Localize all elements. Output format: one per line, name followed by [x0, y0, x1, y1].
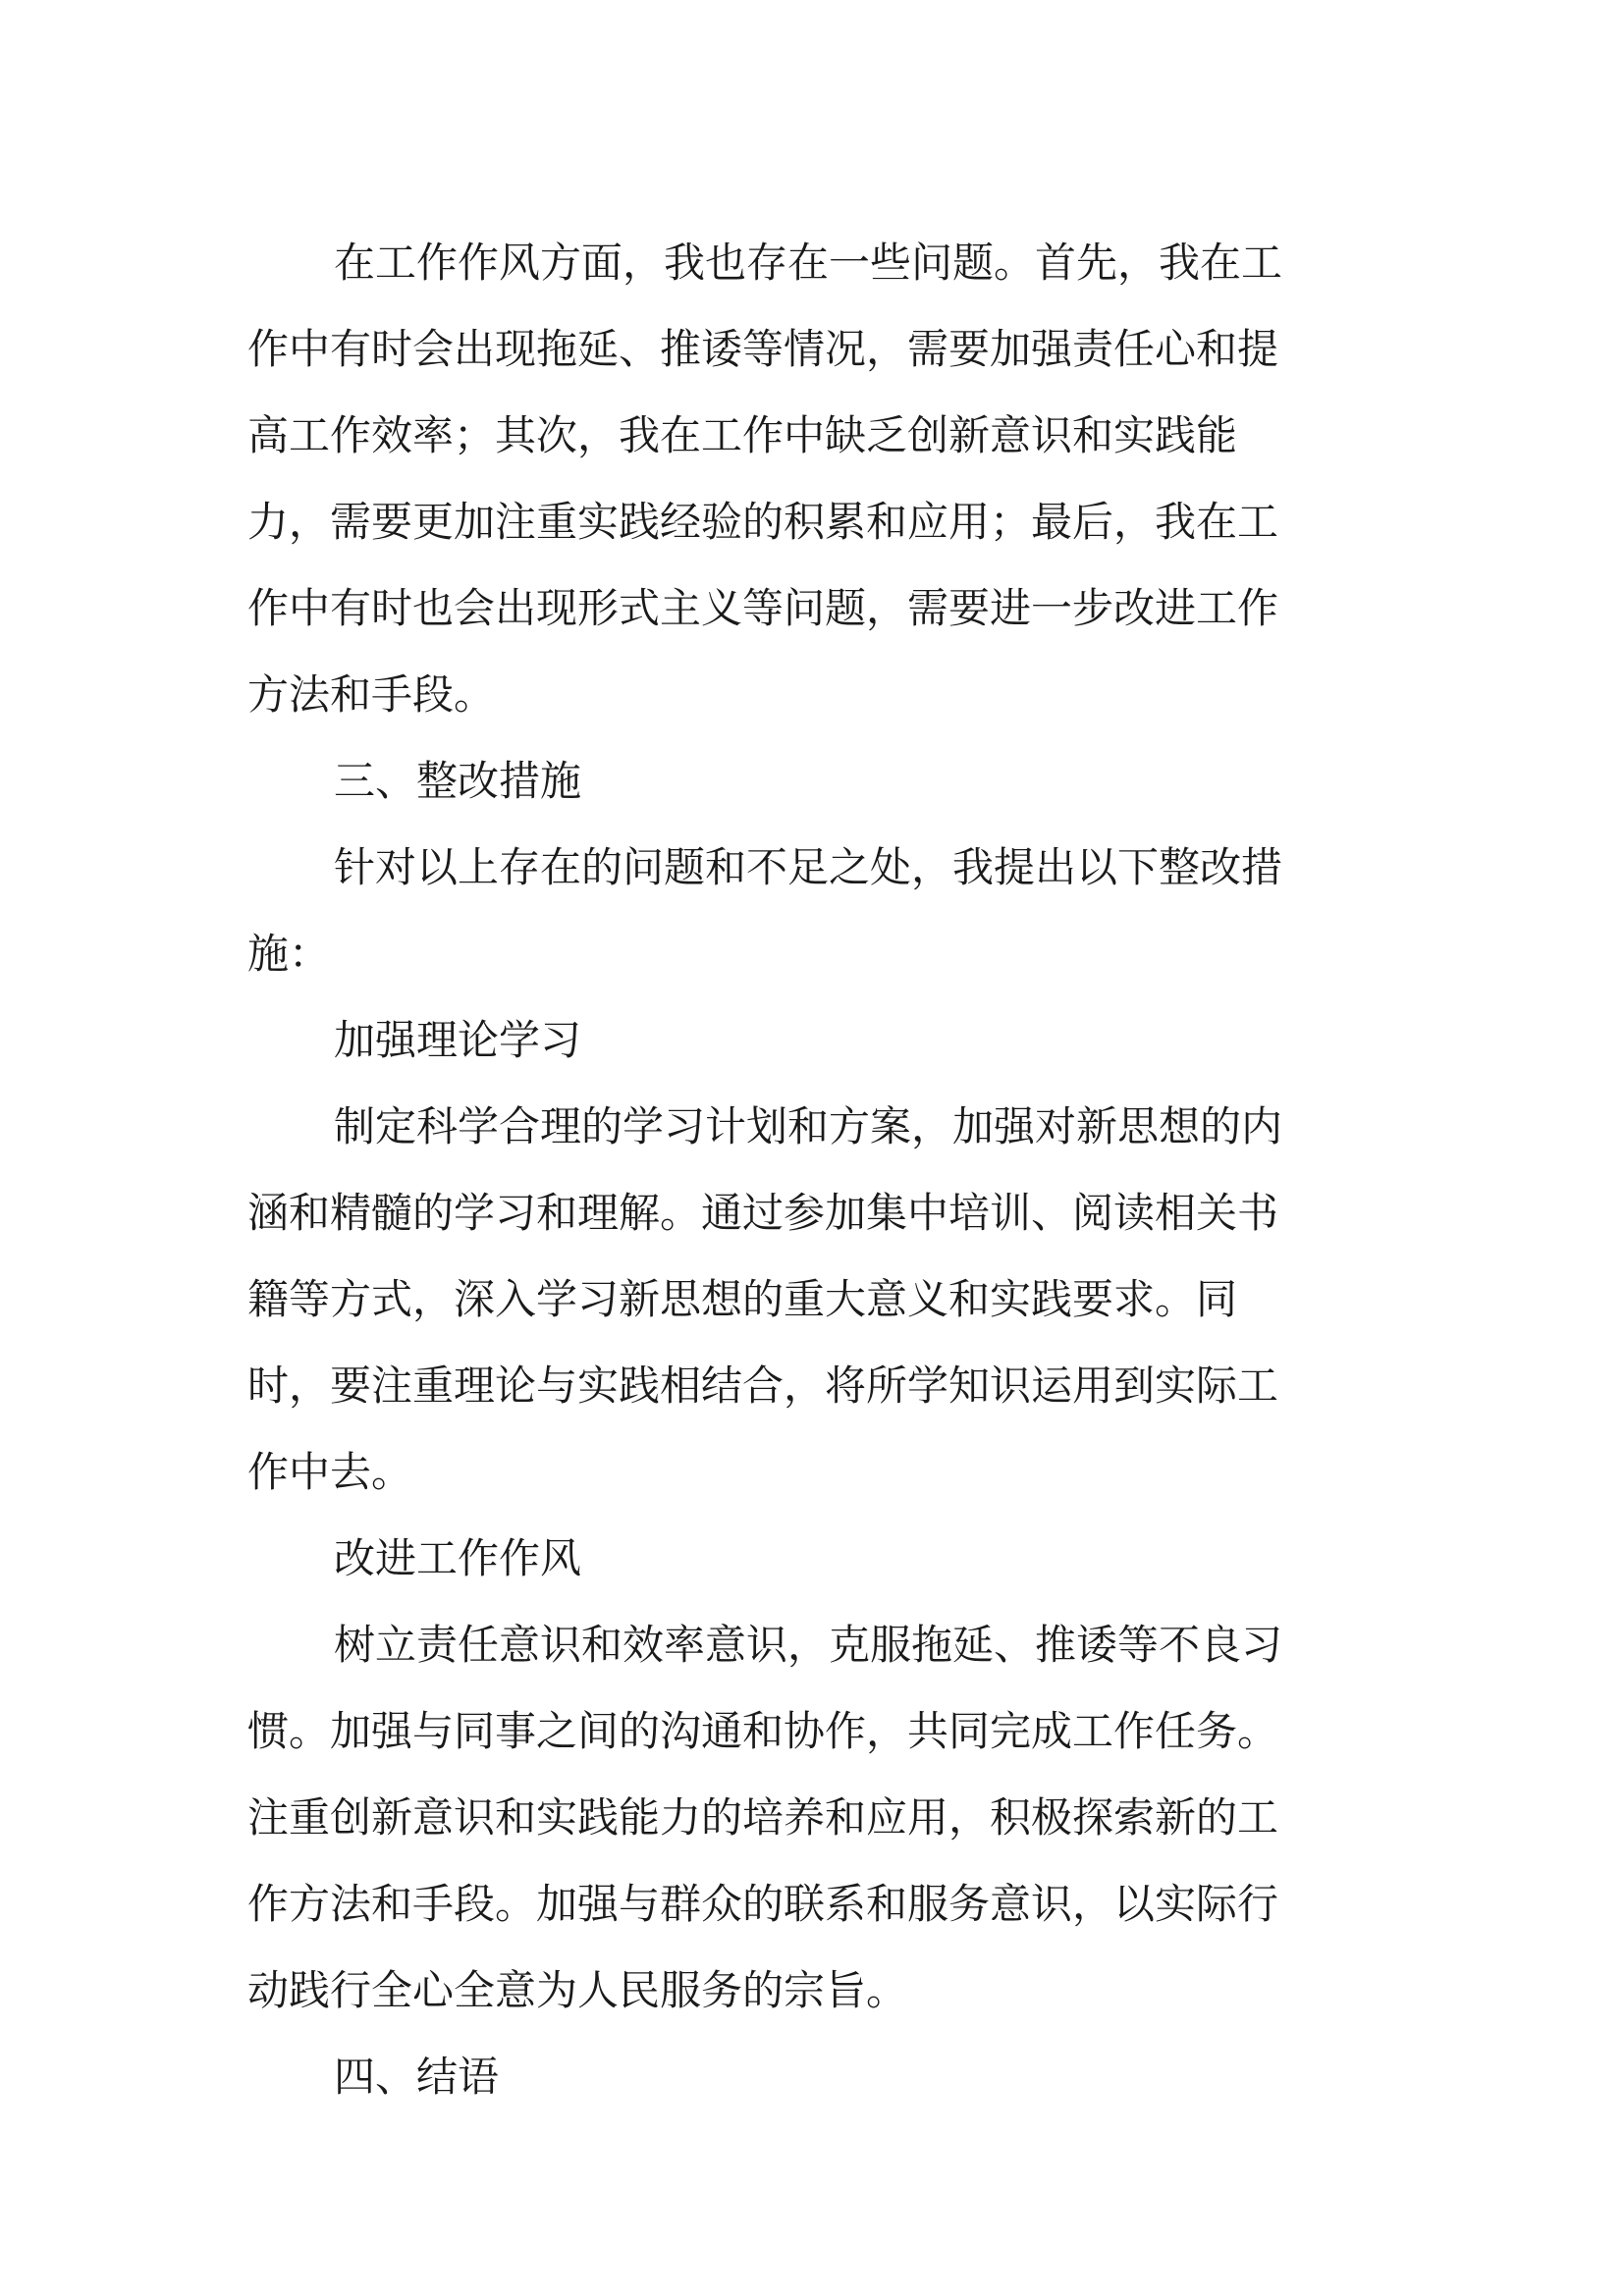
text-line: 力，需要更加注重实践经验的积累和应用；最后，我在工: [247, 498, 1279, 546]
subheading-improve-work-style: [247, 1516, 1347, 1602]
text-line: 树立责任意识和效率意识，克服拖延、推诿等不良习: [334, 1621, 1283, 1669]
text-line: 籍等方式，深入学习新思想的重大意义和实践要求。同: [247, 1275, 1238, 1323]
text-line: 作方法和手段。加强与群众的联系和服务意识，以实际行: [247, 1880, 1279, 1928]
text-line: 施：: [247, 930, 331, 978]
text-line: 时，要注重理论与实践相结合，将所学知识运用到实际工: [247, 1362, 1279, 1410]
paragraph-work-style-issues: [247, 220, 1347, 738]
subheading-strengthen-theory: [247, 997, 1347, 1084]
text-line: 涵和精髓的学习和理解。通过参加集中培训、阅读相关书: [247, 1189, 1279, 1237]
paragraph-work-style-measures: [247, 1602, 1347, 2034]
section-heading-conclusion: [247, 2034, 1347, 2120]
text-line: 在工作作风方面，我也存在一些问题。首先，我在工: [334, 239, 1283, 287]
heading-text: 四、结语: [334, 2053, 500, 2101]
text-line: 制定科学合理的学习计划和方案，加强对新思想的内: [334, 1102, 1283, 1150]
section-heading-rectification: [247, 738, 1347, 825]
text-line: 注重创新意识和实践能力的培养和应用，积极探索新的工: [247, 1793, 1279, 1842]
text-line: 高工作效率；其次，我在工作中缺乏创新意识和实践能: [247, 411, 1238, 459]
text-line: 作中有时会出现拖延、推诿等情况，需要加强责任心和提: [247, 325, 1279, 373]
text-line: 作中去。: [247, 1448, 413, 1496]
text-line: 惯。加强与同事之间的沟通和协作，共同完成工作任务。: [247, 1707, 1279, 1755]
paragraph-theory-study: [247, 1084, 1347, 1516]
text-line: 方法和手段。: [247, 670, 496, 719]
document-body: [247, 220, 1347, 2120]
heading-text: 加强理论学习: [334, 1016, 582, 1064]
heading-text: 三、整改措施: [334, 757, 582, 805]
heading-text: 改进工作作风: [334, 1534, 582, 1582]
paragraph-rectification-intro: [247, 825, 1347, 997]
text-line: 针对以上存在的问题和不足之处，我提出以下整改措: [334, 843, 1283, 891]
text-line: 动践行全心全意为人民服务的宗旨。: [247, 1966, 908, 2014]
text-line: 作中有时也会出现形式主义等问题，需要进一步改进工作: [247, 584, 1279, 632]
